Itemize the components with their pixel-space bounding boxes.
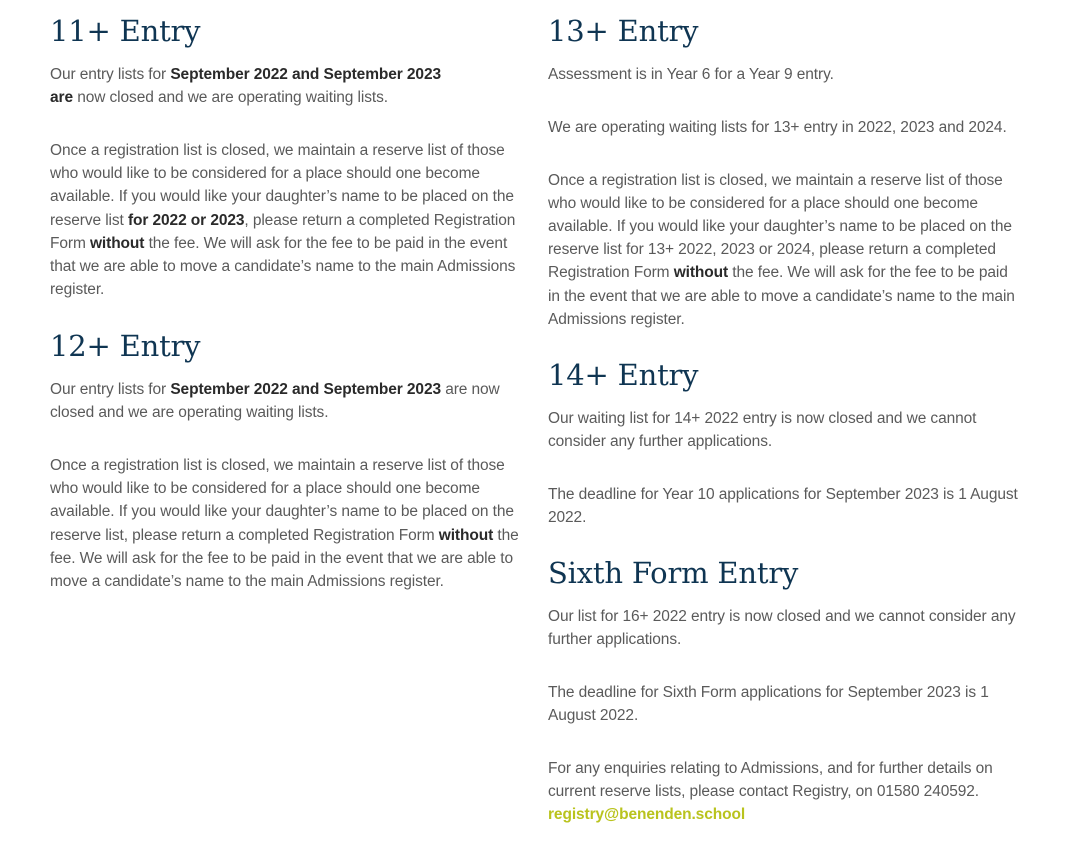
section-14-plus-entry [548, 358, 1022, 529]
paragraph-13-waiting-lists: We are operating waiting lists for 13+ entry in 2022, 2023 and 2024. [548, 118, 1007, 136]
paragraph-13-reserve-list: Once a registration list is closed, we maintain a reserve list of those who would like to be considered for a place should one become available. If you would like your daughter’s name to be placed on the reserve list for 13+ 2022, 2023 or 2024, please return a completed Registration Form without the fee. We will ask for the fee to be paid in the event that we are able to move a candidate’s name to the main Admissions register. [548, 171, 1015, 328]
heading-11-plus-entry: 11+ Entry [50, 14, 201, 48]
paragraph-14-waiting-list: Our waiting list for 14+ 2022 entry is now closed and we cannot consider any further applications. [548, 410, 977, 451]
section-12-plus-entry [50, 329, 522, 593]
heading-14-plus-entry: 14+ Entry [548, 358, 699, 392]
paragraph-sixth-form-deadline: The deadline for Sixth Form applications for September 2023 is 1 August 2022. [548, 684, 989, 725]
paragraph-sixth-form-list: Our list for 16+ 2022 entry is now closed and we cannot consider any further applications. [548, 608, 1016, 649]
heading-13-plus-entry: 13+ Entry [548, 14, 699, 48]
paragraph-11-entry-lists: Our entry lists for September 2022 and September 2023 are now closed and we are operating waiting lists. [50, 66, 441, 107]
paragraph-12-entry-lists: Our entry lists for September 2022 and September 2023 are now closed and we are operating waiting lists. [50, 381, 500, 422]
section-13-plus-entry [548, 14, 1022, 331]
paragraph-11-reserve-list: Once a registration list is closed, we maintain a reserve list of those who would like to be considered for a place should one become available. If you would like your daughter’s name to be placed on the reserve list for 2022 or 2023, please return a completed Registration Form without the fee. We will ask for the fee to be paid in the event that we are able to move a candidate’s name to the main Admissions register. [50, 142, 516, 299]
paragraph-12-reserve-list: Once a registration list is closed, we maintain a reserve list of those who would like to be considered for a place should one become available. If you would like your daughter’s name to be placed on the reserve list, please return a completed Registration Form without the fee. We will ask for the fee to be paid in the event that we are able to move a candidate’s name to the main Admissions register. [50, 457, 519, 591]
paragraph-14-deadline: The deadline for Year 10 applications for September 2023 is 1 August 2022. [548, 486, 1018, 527]
section-11-plus-entry [50, 14, 522, 301]
paragraph-13-assessment: Assessment is in Year 6 for a Year 9 entry. [548, 66, 834, 83]
registry-email-link[interactable]: registry@benenden.school [548, 806, 746, 824]
paragraph-sixth-form-enquiries: For any enquiries relating to Admissions, and for further details on current reserve lists, please contact Registry, on 01580 240592. registry@benenden.school [548, 760, 993, 824]
heading-12-plus-entry: 12+ Entry [50, 329, 201, 363]
heading-sixth-form-entry: Sixth Form Entry [548, 556, 799, 590]
section-sixth-form-entry [548, 556, 1022, 827]
